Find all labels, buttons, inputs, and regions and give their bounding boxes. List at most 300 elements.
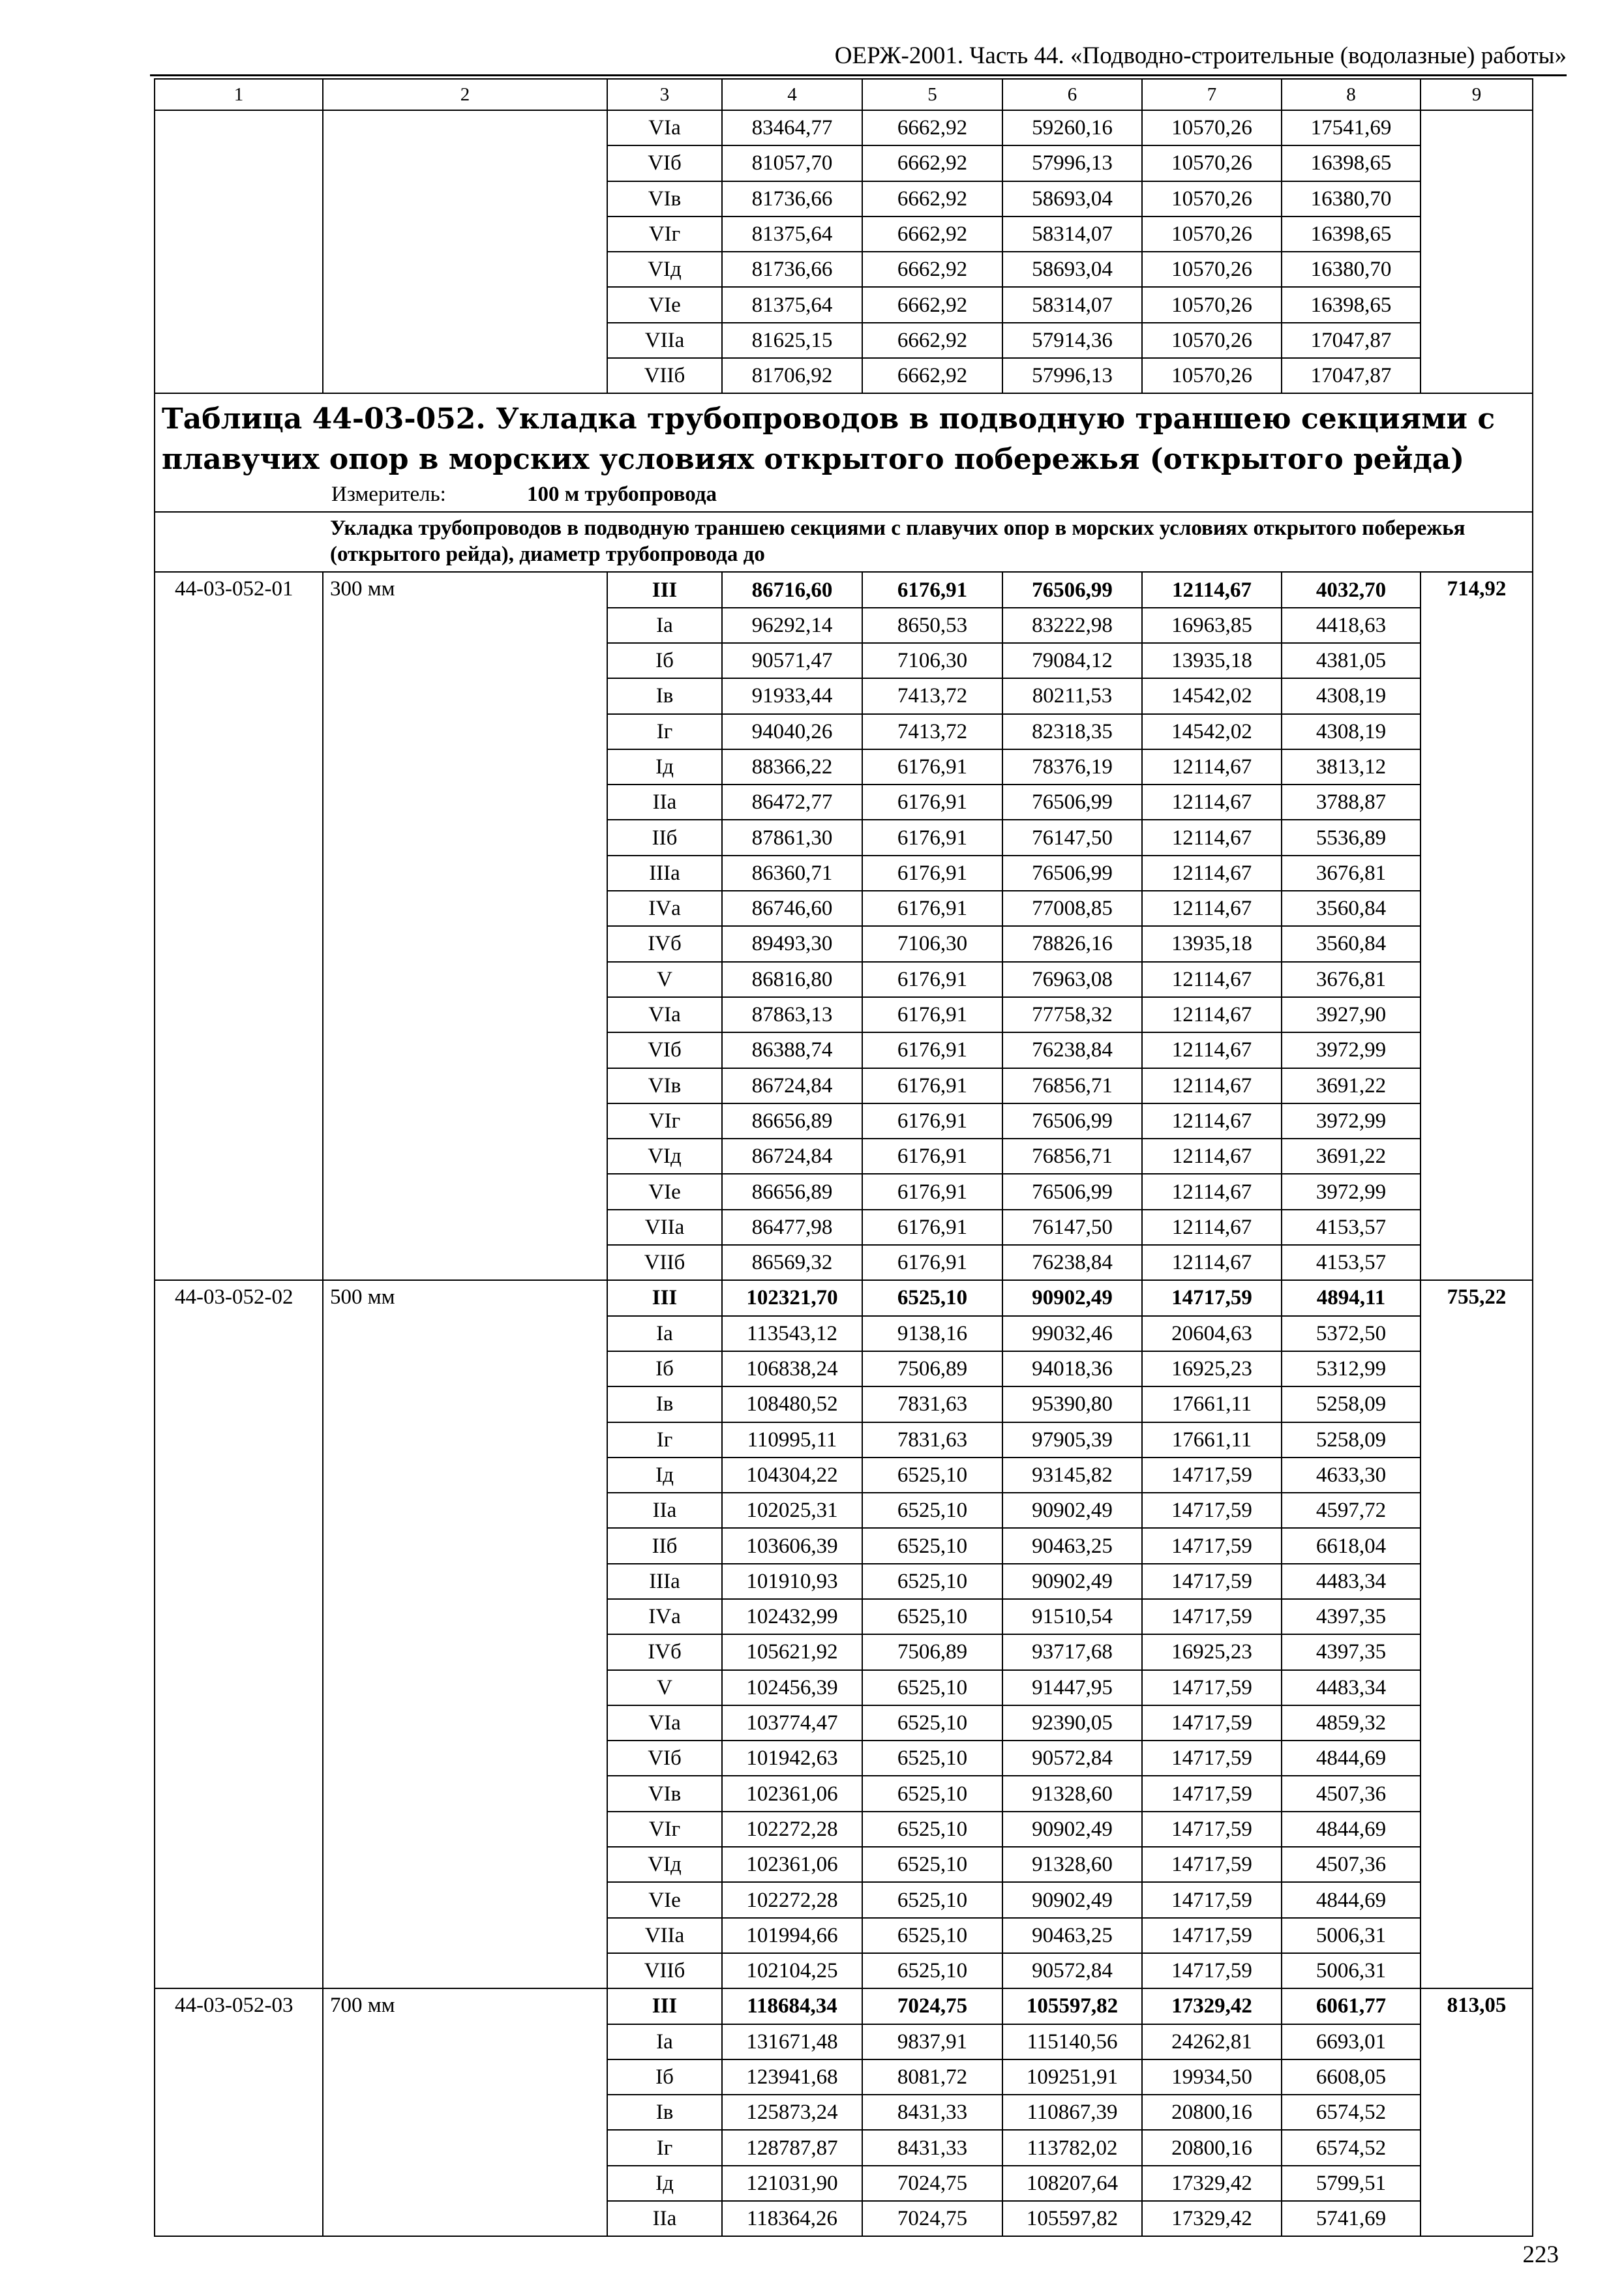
wages: 6176,91 — [862, 997, 1002, 1032]
wages: 6525,10 — [862, 1847, 1002, 1882]
wages: 6662,92 — [862, 252, 1002, 287]
materials-cost: 4397,35 — [1282, 1634, 1421, 1669]
machine-cost: 76856,71 — [1002, 1068, 1142, 1103]
region-code: VIIа — [607, 1918, 722, 1953]
machinist-wages: 12114,67 — [1142, 572, 1282, 607]
wages: 7506,89 — [862, 1634, 1002, 1669]
machinist-wages: 16925,23 — [1142, 1351, 1282, 1386]
region-code: IVб — [607, 926, 722, 961]
materials-cost: 5536,89 — [1282, 820, 1421, 855]
materials-cost: 4032,70 — [1282, 572, 1421, 607]
machinist-wages: 14717,59 — [1142, 1705, 1282, 1741]
total-cost: 89493,30 — [722, 926, 862, 961]
machinist-wages: 17329,42 — [1142, 1988, 1282, 2024]
machine-cost: 90902,49 — [1002, 1564, 1142, 1599]
region-code: IVб — [607, 1634, 722, 1669]
region-code: VIа — [607, 110, 722, 145]
wages: 6176,91 — [862, 891, 1002, 926]
region-code: Iб — [607, 2059, 722, 2095]
machinist-wages: 10570,26 — [1142, 181, 1282, 217]
total-cost: 131671,48 — [722, 2024, 862, 2059]
total-cost: 86816,80 — [722, 962, 862, 997]
wages: 6525,10 — [862, 1599, 1002, 1634]
total-cost: 86724,84 — [722, 1139, 862, 1174]
machine-cost: 109251,91 — [1002, 2059, 1142, 2095]
region-code: Iв — [607, 2095, 722, 2130]
machine-cost: 76506,99 — [1002, 1174, 1142, 1209]
machine-cost: 105597,82 — [1002, 1988, 1142, 2024]
total-cost: 123941,68 — [722, 2059, 862, 2095]
wages: 6525,10 — [862, 1812, 1002, 1847]
header-rule — [150, 74, 1567, 76]
machine-cost: 115140,56 — [1002, 2024, 1142, 2059]
materials-cost: 4153,57 — [1282, 1210, 1421, 1245]
wages: 6176,91 — [862, 1210, 1002, 1245]
machinist-wages: 12114,67 — [1142, 1174, 1282, 1209]
machine-cost: 94018,36 — [1002, 1351, 1142, 1386]
total-cost: 86569,32 — [722, 1245, 862, 1280]
total-cost: 102361,06 — [722, 1847, 862, 1882]
materials-cost: 17047,87 — [1282, 358, 1421, 393]
materials-cost: 3691,22 — [1282, 1068, 1421, 1103]
region-code: VIв — [607, 181, 722, 217]
total-cost: 108480,52 — [722, 1386, 862, 1422]
wages: 6525,10 — [862, 1493, 1002, 1528]
meter-label: Измеритель: — [331, 483, 446, 507]
materials-cost: 16380,70 — [1282, 181, 1421, 217]
materials-cost: 5006,31 — [1282, 1953, 1421, 1988]
machinist-wages: 20604,63 — [1142, 1316, 1282, 1351]
wages: 6525,10 — [862, 1458, 1002, 1493]
machinist-wages: 17661,11 — [1142, 1422, 1282, 1458]
total-cost: 81057,70 — [722, 145, 862, 181]
machinist-wages: 10570,26 — [1142, 252, 1282, 287]
wages: 6525,10 — [862, 1670, 1002, 1705]
machine-cost: 91328,60 — [1002, 1847, 1142, 1882]
wages: 6662,92 — [862, 323, 1002, 358]
wages: 6176,91 — [862, 962, 1002, 997]
machinist-wages: 12114,67 — [1142, 1032, 1282, 1068]
total-cost: 86656,89 — [722, 1174, 862, 1209]
column-number: 8 — [1282, 79, 1421, 110]
rate-row — [155, 1988, 1533, 2024]
materials-cost: 3972,99 — [1282, 1032, 1421, 1068]
machine-cost: 82318,35 — [1002, 714, 1142, 749]
wages: 6176,91 — [862, 856, 1002, 891]
total-cost: 86472,77 — [722, 785, 862, 820]
diameter-cell-empty — [323, 110, 607, 393]
region-code: Iг — [607, 1422, 722, 1458]
machine-cost: 57996,13 — [1002, 145, 1142, 181]
region-code: Iг — [607, 714, 722, 749]
materials-cost: 4153,57 — [1282, 1245, 1421, 1280]
machine-cost: 58314,07 — [1002, 217, 1142, 252]
machinist-wages: 12114,67 — [1142, 1103, 1282, 1139]
rates-table — [154, 78, 1533, 2237]
total-cost: 86388,74 — [722, 1032, 862, 1068]
wages: 7024,75 — [862, 2166, 1002, 2201]
wages: 6176,91 — [862, 820, 1002, 855]
region-code: Iа — [607, 2024, 722, 2059]
wages: 8431,33 — [862, 2130, 1002, 2165]
region-code: VIIб — [607, 1953, 722, 1988]
total-cost: 125873,24 — [722, 2095, 862, 2130]
region-code: V — [607, 962, 722, 997]
wages: 7024,75 — [862, 1988, 1002, 2024]
machinist-wages: 17661,11 — [1142, 1386, 1282, 1422]
machinist-wages: 12114,67 — [1142, 856, 1282, 891]
materials-cost: 17541,69 — [1282, 110, 1421, 145]
region-code: Iг — [607, 2130, 722, 2165]
machinist-wages: 17329,42 — [1142, 2201, 1282, 2236]
machine-cost: 58314,07 — [1002, 287, 1142, 322]
total-cost: 86746,60 — [722, 891, 862, 926]
total-cost: 102432,99 — [722, 1599, 862, 1634]
materials-cost: 4483,34 — [1282, 1564, 1421, 1599]
total-cost: 81706,92 — [722, 358, 862, 393]
region-code: VIг — [607, 1812, 722, 1847]
machinist-wages: 10570,26 — [1142, 323, 1282, 358]
region-code: Iв — [607, 1386, 722, 1422]
materials-cost: 3927,90 — [1282, 997, 1421, 1032]
machinist-wages: 12114,67 — [1142, 785, 1282, 820]
machinist-wages: 14542,02 — [1142, 714, 1282, 749]
running-header: ОЕРЖ-2001. Часть 44. «Подводно-строительные (водолазные) работы» — [834, 42, 1567, 69]
machine-cost: 90902,49 — [1002, 1882, 1142, 1917]
machinist-wages: 14717,59 — [1142, 1918, 1282, 1953]
region-code: III — [607, 1988, 722, 2024]
region-code: VIIа — [607, 323, 722, 358]
materials-extra: 813,05 — [1421, 1988, 1533, 2236]
table-title: Таблица 44-03-052. Укладка трубопроводов в подводную траншею секциями с плавучих опор в морских условиях открытого побережья (открытого рейда) — [162, 402, 1496, 477]
rate-row — [155, 572, 1533, 607]
machine-cost: 92390,05 — [1002, 1705, 1142, 1741]
materials-cost: 5258,09 — [1282, 1386, 1421, 1422]
total-cost: 103774,47 — [722, 1705, 862, 1741]
materials-cost: 16380,70 — [1282, 252, 1421, 287]
machine-cost: 110867,39 — [1002, 2095, 1142, 2130]
region-code: IIIа — [607, 856, 722, 891]
machine-cost: 90902,49 — [1002, 1280, 1142, 1315]
materials-cost: 16398,65 — [1282, 145, 1421, 181]
region-code: IIа — [607, 2201, 722, 2236]
wages: 6662,92 — [862, 110, 1002, 145]
meter-line — [162, 480, 1526, 509]
wages: 7831,63 — [862, 1386, 1002, 1422]
region-code: VIе — [607, 1882, 722, 1917]
wages: 6525,10 — [862, 1776, 1002, 1811]
rate-code: 44-03-052-01 — [155, 572, 323, 1280]
wages: 6525,10 — [862, 1953, 1002, 1988]
wages: 8431,33 — [862, 2095, 1002, 2130]
machinist-wages: 12114,67 — [1142, 820, 1282, 855]
machine-cost: 78376,19 — [1002, 749, 1142, 785]
total-cost: 102104,25 — [722, 1953, 862, 1988]
total-cost: 102272,28 — [722, 1882, 862, 1917]
machine-cost: 91510,54 — [1002, 1599, 1142, 1634]
materials-cost: 3788,87 — [1282, 785, 1421, 820]
machine-cost: 76506,99 — [1002, 856, 1142, 891]
region-code: VIIа — [607, 1210, 722, 1245]
region-code: VIд — [607, 252, 722, 287]
column-numbers-row — [155, 79, 1533, 110]
wages: 7506,89 — [862, 1351, 1002, 1386]
machinist-wages: 12114,67 — [1142, 1139, 1282, 1174]
wages: 8081,72 — [862, 2059, 1002, 2095]
wages: 7413,72 — [862, 714, 1002, 749]
wages: 6662,92 — [862, 358, 1002, 393]
machine-cost: 57996,13 — [1002, 358, 1142, 393]
materials-cost: 3676,81 — [1282, 856, 1421, 891]
materials-cost: 6693,01 — [1282, 2024, 1421, 2059]
machinist-wages: 14717,59 — [1142, 1953, 1282, 1988]
total-cost: 103606,39 — [722, 1528, 862, 1563]
materials-extra: 755,22 — [1421, 1280, 1533, 1988]
machinist-wages: 17329,42 — [1142, 2166, 1282, 2201]
machine-cost: 77008,85 — [1002, 891, 1142, 926]
machinist-wages: 10570,26 — [1142, 217, 1282, 252]
region-code: VIа — [607, 997, 722, 1032]
wages: 6525,10 — [862, 1882, 1002, 1917]
wages: 6176,91 — [862, 572, 1002, 607]
materials-cost: 3691,22 — [1282, 1139, 1421, 1174]
materials-cost: 6608,05 — [1282, 2059, 1421, 2095]
machine-cost: 105597,82 — [1002, 2201, 1142, 2236]
machine-cost: 90572,84 — [1002, 1953, 1142, 1988]
machinist-wages: 12114,67 — [1142, 1068, 1282, 1103]
machinist-wages: 14717,59 — [1142, 1847, 1282, 1882]
materials-cost: 4397,35 — [1282, 1599, 1421, 1634]
machine-cost: 95390,80 — [1002, 1386, 1142, 1422]
total-cost: 101910,93 — [722, 1564, 862, 1599]
region-code: Iд — [607, 2166, 722, 2201]
machine-cost: 76147,50 — [1002, 1210, 1142, 1245]
region-code: VIа — [607, 1705, 722, 1741]
total-cost: 102025,31 — [722, 1493, 862, 1528]
region-code: IVа — [607, 1599, 722, 1634]
materials-cost: 5258,09 — [1282, 1422, 1421, 1458]
total-cost: 81736,66 — [722, 252, 862, 287]
materials-extra: 714,92 — [1421, 572, 1533, 1280]
total-cost: 83464,77 — [722, 110, 862, 145]
total-cost: 104304,22 — [722, 1458, 862, 1493]
machine-cost: 58693,04 — [1002, 252, 1142, 287]
machinist-wages: 10570,26 — [1142, 358, 1282, 393]
total-cost: 121031,90 — [722, 2166, 862, 2201]
wages: 9837,91 — [862, 2024, 1002, 2059]
machine-cost: 113782,02 — [1002, 2130, 1142, 2165]
region-code: Iб — [607, 643, 722, 678]
wages: 6662,92 — [862, 217, 1002, 252]
machine-cost: 76506,99 — [1002, 572, 1142, 607]
materials-cost: 5741,69 — [1282, 2201, 1421, 2236]
pipe-diameter: 700 мм — [323, 1988, 607, 2236]
column-number: 1 — [155, 79, 323, 110]
machinist-wages: 12114,67 — [1142, 962, 1282, 997]
column-number: 4 — [722, 79, 862, 110]
machine-cost: 91447,95 — [1002, 1670, 1142, 1705]
machinist-wages: 14717,59 — [1142, 1741, 1282, 1776]
total-cost: 96292,14 — [722, 608, 862, 643]
materials-cost: 16398,65 — [1282, 217, 1421, 252]
machinist-wages: 14717,59 — [1142, 1670, 1282, 1705]
machinist-wages: 14717,59 — [1142, 1493, 1282, 1528]
region-code: IIа — [607, 1493, 722, 1528]
total-cost: 88366,22 — [722, 749, 862, 785]
machine-cost: 97905,39 — [1002, 1422, 1142, 1458]
total-cost: 102456,39 — [722, 1670, 862, 1705]
materials-cost: 3560,84 — [1282, 891, 1421, 926]
machine-cost: 90902,49 — [1002, 1812, 1142, 1847]
total-cost: 94040,26 — [722, 714, 862, 749]
total-cost: 113543,12 — [722, 1316, 862, 1351]
total-cost: 105621,92 — [722, 1634, 862, 1669]
table-title-row — [155, 393, 1533, 512]
description-row — [155, 512, 1533, 572]
region-code: III — [607, 1280, 722, 1315]
machine-cost: 91328,60 — [1002, 1776, 1142, 1811]
machine-cost: 76238,84 — [1002, 1032, 1142, 1068]
materials-cost: 4507,36 — [1282, 1847, 1421, 1882]
machine-cost: 90572,84 — [1002, 1741, 1142, 1776]
region-code: VIIб — [607, 358, 722, 393]
wages: 7413,72 — [862, 678, 1002, 713]
machine-cost: 57914,36 — [1002, 323, 1142, 358]
column-number: 9 — [1421, 79, 1533, 110]
materials-cost: 4381,05 — [1282, 643, 1421, 678]
materials-cost: 4859,32 — [1282, 1705, 1421, 1741]
machinist-wages: 14542,02 — [1142, 678, 1282, 713]
region-code: VIг — [607, 217, 722, 252]
machine-cost: 77758,32 — [1002, 997, 1142, 1032]
wages: 6525,10 — [862, 1280, 1002, 1315]
region-code: III — [607, 572, 722, 607]
machinist-wages: 14717,59 — [1142, 1458, 1282, 1493]
region-code: VIе — [607, 287, 722, 322]
total-cost: 86477,98 — [722, 1210, 862, 1245]
page-number: 223 — [1522, 2241, 1559, 2268]
total-cost: 86656,89 — [722, 1103, 862, 1139]
machine-cost: 93145,82 — [1002, 1458, 1142, 1493]
machinist-wages: 16925,23 — [1142, 1634, 1282, 1669]
work-description: Укладка трубопроводов в подводную траншею секциями с плавучих опор в морских условиях открытого побережья (открытого рейда), диаметр трубопровода до — [155, 512, 1533, 572]
materials-cost: 3813,12 — [1282, 749, 1421, 785]
column-number: 7 — [1142, 79, 1282, 110]
total-cost: 81736,66 — [722, 181, 862, 217]
region-code: VIв — [607, 1068, 722, 1103]
materials-cost: 5312,99 — [1282, 1351, 1421, 1386]
wages: 6525,10 — [862, 1741, 1002, 1776]
machine-cost: 76506,99 — [1002, 1103, 1142, 1139]
wages: 6662,92 — [862, 287, 1002, 322]
materials-cost: 3560,84 — [1282, 926, 1421, 961]
machinist-wages: 10570,26 — [1142, 110, 1282, 145]
machine-cost: 76506,99 — [1002, 785, 1142, 820]
materials-cost: 6574,52 — [1282, 2130, 1421, 2165]
region-code: Iа — [607, 608, 722, 643]
materials-cost: 5372,50 — [1282, 1316, 1421, 1351]
materials-cost: 4418,63 — [1282, 608, 1421, 643]
materials-cost: 4633,30 — [1282, 1458, 1421, 1493]
machine-cost: 78826,16 — [1002, 926, 1142, 961]
total-cost: 102361,06 — [722, 1776, 862, 1811]
machine-cost: 90902,49 — [1002, 1493, 1142, 1528]
region-code: VIб — [607, 1032, 722, 1068]
region-code: IIб — [607, 1528, 722, 1563]
total-cost: 91933,44 — [722, 678, 862, 713]
machinist-wages: 12114,67 — [1142, 1210, 1282, 1245]
machinist-wages: 14717,59 — [1142, 1564, 1282, 1599]
wages: 7831,63 — [862, 1422, 1002, 1458]
materials-cost: 6574,52 — [1282, 2095, 1421, 2130]
machine-cost: 90463,25 — [1002, 1528, 1142, 1563]
region-code: VIд — [607, 1139, 722, 1174]
materials-cost: 3972,99 — [1282, 1103, 1421, 1139]
region-code: V — [607, 1670, 722, 1705]
machinist-wages: 14717,59 — [1142, 1599, 1282, 1634]
wages: 7024,75 — [862, 2201, 1002, 2236]
total-cost: 118364,26 — [722, 2201, 862, 2236]
total-cost: 101942,63 — [722, 1741, 862, 1776]
machine-cost: 76856,71 — [1002, 1139, 1142, 1174]
region-code: VIв — [607, 1776, 722, 1811]
rate-code: 44-03-052-02 — [155, 1280, 323, 1988]
machinist-wages: 20800,16 — [1142, 2130, 1282, 2165]
materials-cost: 4844,69 — [1282, 1741, 1421, 1776]
extra-cell-empty — [1421, 110, 1533, 393]
wages: 6176,91 — [862, 1103, 1002, 1139]
machinist-wages: 14717,59 — [1142, 1280, 1282, 1315]
machinist-wages: 20800,16 — [1142, 2095, 1282, 2130]
machinist-wages: 12114,67 — [1142, 891, 1282, 926]
total-cost: 86360,71 — [722, 856, 862, 891]
region-code: IIIа — [607, 1564, 722, 1599]
materials-cost: 4894,11 — [1282, 1280, 1421, 1315]
machinist-wages: 14717,59 — [1142, 1528, 1282, 1563]
machine-cost: 80211,53 — [1002, 678, 1142, 713]
materials-cost: 6061,77 — [1282, 1988, 1421, 2024]
region-code: VIб — [607, 145, 722, 181]
total-cost: 102272,28 — [722, 1812, 862, 1847]
machinist-wages: 24262,81 — [1142, 2024, 1282, 2059]
machinist-wages: 13935,18 — [1142, 643, 1282, 678]
region-code: IVа — [607, 891, 722, 926]
materials-cost: 4597,72 — [1282, 1493, 1421, 1528]
wages: 6176,91 — [862, 1032, 1002, 1068]
region-code: VIе — [607, 1174, 722, 1209]
machine-cost: 76963,08 — [1002, 962, 1142, 997]
rate-code: 44-03-052-03 — [155, 1988, 323, 2236]
machine-cost: 76147,50 — [1002, 820, 1142, 855]
wages: 7106,30 — [862, 643, 1002, 678]
region-code: Iд — [607, 1458, 722, 1493]
machine-cost: 99032,46 — [1002, 1316, 1142, 1351]
total-cost: 106838,24 — [722, 1351, 862, 1386]
machinist-wages: 12114,67 — [1142, 1245, 1282, 1280]
column-number: 3 — [607, 79, 722, 110]
wages: 6176,91 — [862, 749, 1002, 785]
region-code: VIб — [607, 1741, 722, 1776]
machine-cost: 108207,64 — [1002, 2166, 1142, 2201]
machinist-wages: 12114,67 — [1142, 749, 1282, 785]
materials-cost: 5006,31 — [1282, 1918, 1421, 1953]
machinist-wages: 10570,26 — [1142, 145, 1282, 181]
meter-value: 100 м трубопровода — [527, 483, 717, 507]
machine-cost: 79084,12 — [1002, 643, 1142, 678]
materials-cost: 16398,65 — [1282, 287, 1421, 322]
materials-cost: 3676,81 — [1282, 962, 1421, 997]
total-cost: 128787,87 — [722, 2130, 862, 2165]
